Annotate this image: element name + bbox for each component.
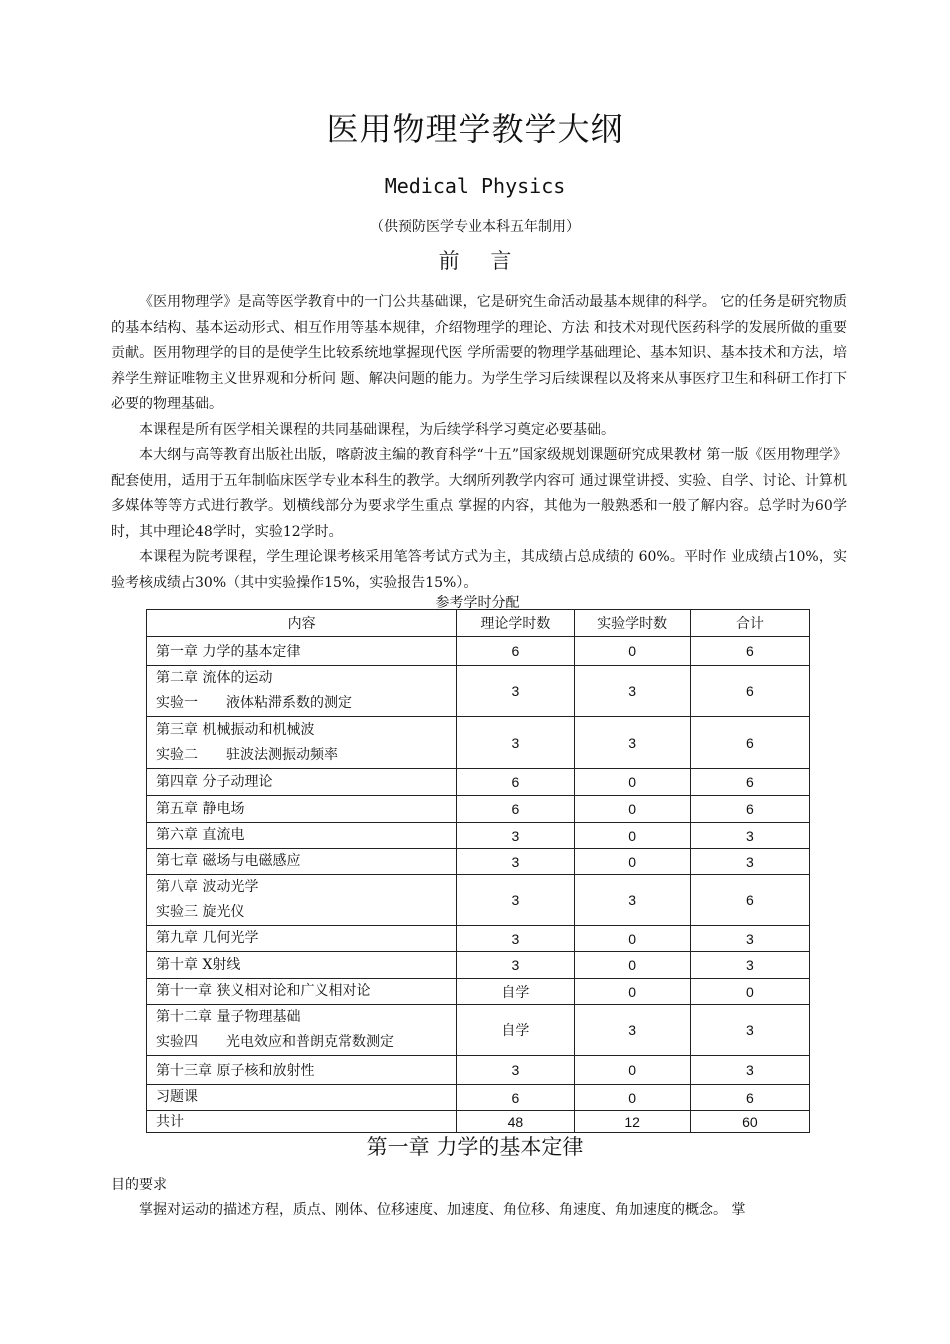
row-total: 6 [690, 769, 809, 796]
row-content-line: 第十二章 量子物理基础 [156, 1009, 301, 1025]
row-content: 第七章 磁场与电磁感应 [147, 849, 457, 875]
row-lab: 0 [574, 849, 690, 875]
row-content: 第十章 X射线 [147, 952, 457, 979]
row-content [147, 1005, 457, 1056]
row-theory: 6 [457, 769, 574, 796]
row-lab: 3 [574, 875, 690, 926]
row-total: 6 [690, 1085, 809, 1111]
row-theory: 3 [457, 823, 574, 849]
table-row [147, 823, 810, 849]
header-total: 合计 [690, 610, 809, 637]
row-lab: 0 [574, 926, 690, 952]
table-row [147, 717, 810, 769]
row-content-line: 实验一 液体粘滞系数的测定 [156, 695, 352, 711]
row-content [147, 666, 457, 717]
chapter-title: 第一章 力学的基本定律 [366, 1135, 584, 1159]
preface-body [111, 290, 847, 596]
row-content: 第九章 几何光学 [147, 926, 457, 952]
row-lab: 0 [574, 1085, 690, 1111]
row-total: 3 [690, 849, 809, 875]
table-row [147, 952, 810, 979]
row-content: 第十一章 狭义相对论和广义相对论 [147, 979, 457, 1005]
row-total: 60 [690, 1111, 809, 1133]
row-content-line: 第三章 机械振动和机械波 [156, 722, 315, 738]
preface-paragraph: 《医用物理学》是高等医学教育中的一门公共基础课，它是研究生命活动最基本规律的科学。 它的任务是研究物质的基本结构、基本运动形式、相互作用等基本规律，介绍物理学的理论、方法 和技术对现代医药科学的发展所做的重要贡献。医用物理学的目的是使学生比较系统地掌握现代医 学所需要的物理学基础理论、基本知识、基本技术和方法，培养学生辩证唯物主义世界观和分析问 题、解决问题的能力。为学生学习后续课程以及将来从事医疗卫生和科研工作打下必要的物理基础。 [111, 294, 847, 412]
row-content-line: 实验二 驻波法测振动频率 [156, 747, 338, 763]
row-theory: 3 [457, 717, 574, 769]
row-content [147, 717, 457, 769]
row-content: 第四章 分子动理论 [147, 769, 457, 796]
row-content: 共计 [147, 1111, 457, 1133]
table-caption: 参考学时分配 [435, 595, 520, 611]
header-content: 内容 [147, 610, 457, 637]
table-total-row [147, 1111, 810, 1133]
row-theory: 自学 [457, 979, 574, 1005]
row-content: 第十三章 原子核和放射性 [147, 1056, 457, 1085]
table-row [147, 637, 810, 666]
table-row [147, 1005, 810, 1056]
row-total: 6 [690, 875, 809, 926]
usage-note: （供预防医学专业本科五年制用） [370, 219, 580, 235]
row-lab: 0 [574, 1056, 690, 1085]
row-lab: 3 [574, 1005, 690, 1056]
preface-heading: 前 言 [438, 249, 524, 273]
table-row [147, 979, 810, 1005]
header-lab-hours: 实验学时数 [574, 610, 690, 637]
row-theory: 6 [457, 796, 574, 823]
row-lab: 0 [574, 637, 690, 666]
table-row [147, 769, 810, 796]
row-lab: 0 [574, 979, 690, 1005]
chapter-paragraph: 掌握对运动的描述方程，质点、刚体、位移速度、加速度、角位移、角速度、角加速度的概念。 掌 [139, 1202, 746, 1218]
section-label: 目的要求 [111, 1177, 167, 1193]
row-lab: 0 [574, 796, 690, 823]
row-total: 3 [690, 952, 809, 979]
preface-paragraph: 本课程是所有医学相关课程的共同基础课程，为后续学科学习奠定必要基础。 [139, 421, 615, 438]
table-row [147, 796, 810, 823]
row-content: 第六章 直流电 [147, 823, 457, 849]
row-lab: 0 [574, 823, 690, 849]
row-total: 6 [690, 666, 809, 717]
row-total: 3 [690, 926, 809, 952]
row-content: 第五章 静电场 [147, 796, 457, 823]
row-total: 6 [690, 717, 809, 769]
table-row [147, 1085, 810, 1111]
row-lab: 3 [574, 666, 690, 717]
hours-allocation-table [146, 609, 810, 1133]
table-row [147, 875, 810, 926]
row-theory: 6 [457, 1085, 574, 1111]
preface-paragraph: 本大纲与高等教育出版社出版，喀蔚波主编的教育科学“十五”国家级规划课题研究成果教材 第一版《医用物理学》配套使用，适用于五年制临床医学专业本科生的教学。大纲所列教学内容可 通过课堂讲授、实验、自学、讨论、计算机多媒体等等方式进行教学。划横线部分为要求学生重点 掌握的内容，其他为一般熟悉和一般了解内容。总学时为60学时，其中理论48学时，实验12学时。 [111, 447, 847, 540]
row-content [147, 875, 457, 926]
row-theory: 3 [457, 952, 574, 979]
table-row [147, 1056, 810, 1085]
row-content: 习题课 [147, 1085, 457, 1111]
table-header-row [147, 610, 810, 637]
row-theory: 3 [457, 926, 574, 952]
row-theory: 48 [457, 1111, 574, 1133]
row-content-line: 第八章 波动光学 [156, 879, 259, 895]
row-content-line: 第二章 流体的运动 [156, 670, 273, 686]
row-theory: 3 [457, 875, 574, 926]
row-content-line: 实验四 光电效应和普朗克常数测定 [156, 1034, 394, 1050]
row-theory: 自学 [457, 1005, 574, 1056]
row-theory: 6 [457, 637, 574, 666]
table-row [147, 666, 810, 717]
row-theory: 3 [457, 666, 574, 717]
row-lab: 0 [574, 769, 690, 796]
row-content: 第一章 力学的基本定律 [147, 637, 457, 666]
table-row [147, 926, 810, 952]
row-total: 3 [690, 1056, 809, 1085]
header-theory-hours: 理论学时数 [457, 610, 574, 637]
row-lab: 3 [574, 717, 690, 769]
row-lab: 0 [574, 952, 690, 979]
row-total: 6 [690, 796, 809, 823]
row-theory: 3 [457, 849, 574, 875]
row-total: 0 [690, 979, 809, 1005]
document-title: 医用物理学教学大纲 [326, 110, 624, 148]
row-theory: 3 [457, 1056, 574, 1085]
row-total: 3 [690, 1005, 809, 1056]
preface-paragraph: 本课程为院考课程，学生理论课考核采用笔答考试方式为主，其成绩占总成绩的 60%。平时作 业成绩占10%，实验考核成绩占30%（其中实验操作15%，实验报告15%）。 [111, 549, 847, 591]
row-total: 6 [690, 637, 809, 666]
row-lab: 12 [574, 1111, 690, 1133]
row-total: 3 [690, 823, 809, 849]
english-subtitle: Medical Physics [384, 174, 566, 198]
row-content-line: 实验三 旋光仪 [156, 904, 245, 920]
table-row [147, 849, 810, 875]
